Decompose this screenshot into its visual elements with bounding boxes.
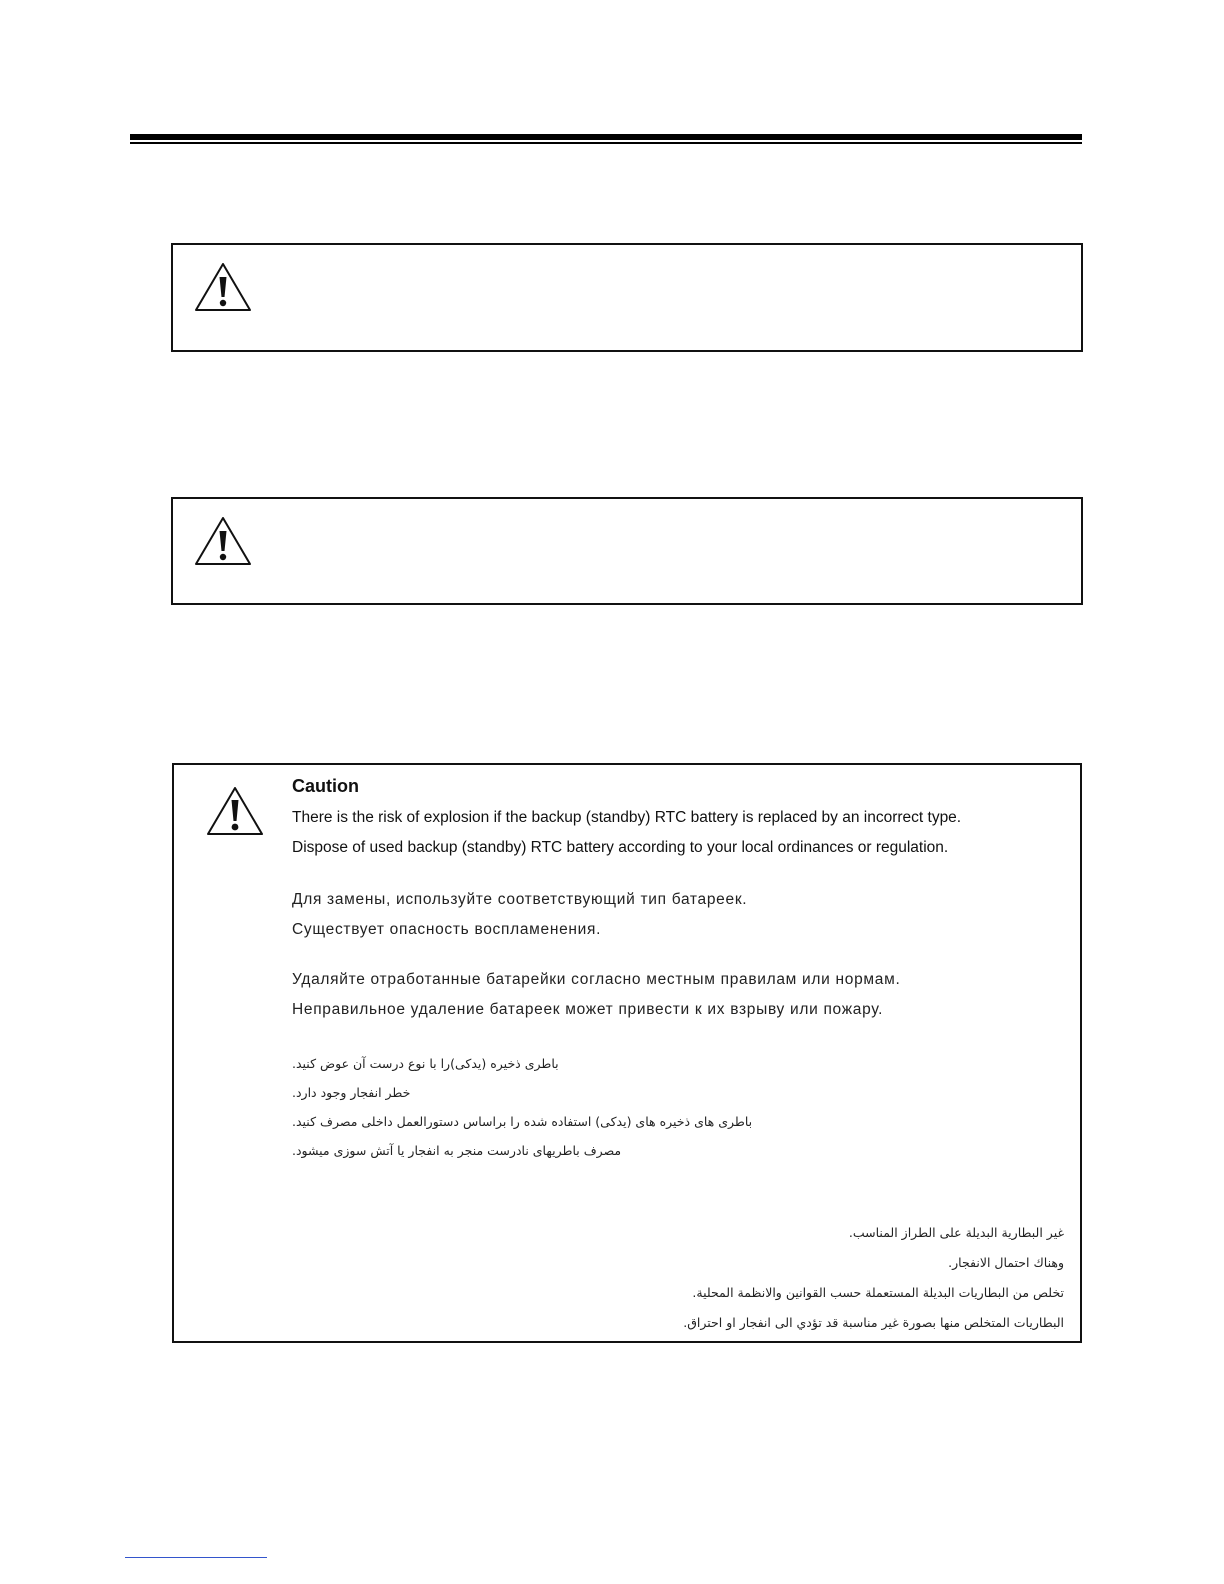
caution-title: Caution (292, 776, 359, 796)
persian-line: خطر انفجار وجود دارد. (292, 1085, 411, 1100)
persian-line: مصرف باطریهای نادرست منجر به انفجار یا آتش سوزی میشود. (292, 1143, 622, 1158)
russian-line: Удаляйте отработанные батарейки согласно местным правилам или нормам. (292, 971, 901, 988)
header-rule-thin (130, 142, 1082, 144)
arabic-line: البطاريات المتخلص منها بصورة غير مناسبة قد تؤدي الى انفجار او احتراق. (683, 1315, 1064, 1330)
warning-box-2 (171, 497, 1083, 605)
russian-line: Существует опасность воспламенения. (292, 921, 602, 938)
warning-triangle-icon (205, 785, 265, 837)
caution-box (172, 763, 1082, 1343)
arabic-line: تخلص من البطاريات البديلة المستعملة حسب القوانين والانظمة المحلية. (692, 1285, 1064, 1300)
footer-link-underline (125, 1557, 267, 1558)
russian-line: Для замены, используйте соответствующий тип батареек. (292, 891, 748, 908)
english-line: Dispose of used backup (standby) RTC battery according to your local ordinances or regulation. (292, 839, 949, 856)
warning-triangle-icon (193, 515, 253, 567)
russian-line: Неправильное удаление батареек может привести к их взрыву или пожару. (292, 1001, 884, 1018)
caution-content (292, 775, 1072, 1165)
english-line: There is the risk of explosion if the backup (standby) RTC battery is replaced by an incorrect type. (292, 809, 962, 826)
persian-line: باطری های ذخیره های (یدکی) استفاده شده را براساس دستورالعمل داخلی مصرف کنید. (292, 1114, 753, 1129)
persian-line: باطری ذخیره (یدکی)را با نوع درست آن عوض کنید. (292, 1056, 559, 1071)
arabic-line: غير البطارية البديلة على الطراز المناسب. (848, 1225, 1064, 1240)
arabic-line: وهناك احتمال الانفجار. (948, 1255, 1064, 1270)
header-rule (130, 134, 1082, 140)
arabic-block (464, 1218, 1064, 1338)
persian-block (292, 1049, 770, 1165)
warning-box-1 (171, 243, 1083, 352)
warning-triangle-icon (193, 261, 253, 313)
